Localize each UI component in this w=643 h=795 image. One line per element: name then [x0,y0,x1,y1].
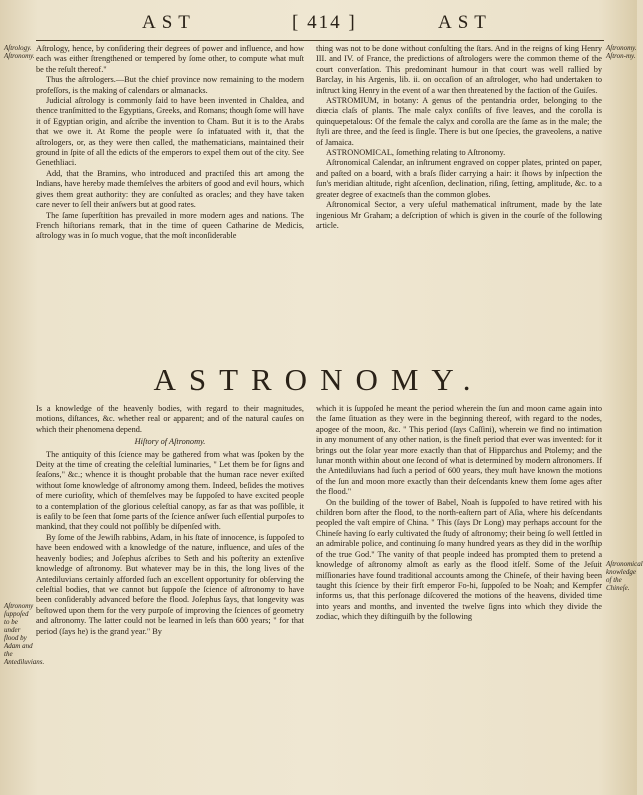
paragraph: Judicial aſtrology is commonly ſaid to have been invented in Chaldea, and thence tranſmitted to the Egyptians, Greeks, and Romans; though ſome will have it of Egyptian origin, and aſcribe the invention to Cham. But it is to the Arabs that we owe it. At Rome the people were ſo infatuated with it, that the aſtrologers, or, as they were then called, the mathematicians, maintained their ground in ſpite of all the edicts of the emperors to expel them out of the city. See Genethliaci. [36,96,304,168]
page-number: [ 414 ] [292,12,357,33]
paragraph: ASTROMIUM, in botany: A genus of the pentandria order, belonging to the diœcia claſs of plants. The male calyx conſiſts of five leaves, and the corolla is quinquepetalous: Of the female the calyx and corolla are the ſame as in the male; the ſtyli are three, and the ſeed is ſingle. There is but one ſpecies, the graveolens, a native of Jamaica. [316,96,602,147]
column-top-left [36,44,304,242]
column-bottom-right [316,404,602,623]
section-heading: Hiſtory of Aſtronomy. [134,437,206,447]
paragraph: Aſtronomical Sector, a very uſeful mathematical inſtrument, made by the late ingenious Mr Graham; a deſcription of which is given in the courſe of the following article. [316,200,602,230]
paragraph: On the building of the tower of Babel, Noah is ſuppoſed to have retired with his children born after the flood, to the north-eaſtern part of Aſia, where his deſcendants peopled the vaſt empire of China. " This (ſays Dr Long) may perhaps account for the Chineſe having ſo early cultivated the ſtudy of aſtronomy; their being ſo well ſettled in an admirable police, and continuing ſo many hundred years as they did in the worſhip of the true God." The vanity of that people indeed has prompted them to pretend a knowledge of aſtronomy almoſt as early as the flood itſelf. Some of the Jeſuit miſſionaries have found traditional accounts among the Chineſe, of their having been taught this ſcience by their firſt emperor Fo-hi, ſuppoſed to be Noah; and Kempfer informs us, that this perſonage diſcovered the motions of the heavens, divided time into years and months, and invented the twelve ſigns into which they divide the zodiac, which they diſtinguiſh by the following [316,497,602,622]
margin-note-left-top: Aſtrology. Aſtronomy. [4,44,35,60]
paragraph: Thus the aſtrologers.—But the chief province now remaining to the modern profeſſors, is the making of calendars or almanacks. [36,75,304,95]
column-top-right [316,44,602,231]
paragraph: The ſame ſuperſtition has prevailed in more modern ages and nations. The French hiſtorians remark, that in the time of queen Catharine de Medicis, aſtrology was in ſo much vogue, that the moſt inconſiderable [36,210,304,241]
paragraph: Aſtronomical Calendar, an inſtrument engraved on copper plates, printed on paper, and paſted on a board, with a braſs ſlider carrying a hair: it ſhows by inſpection the ſun's meridian altitude, right aſcenſion, declination, riſing, ſetting, amplitude, &c. to a greater degree of exactneſs than the common globes. [316,158,602,199]
header-right: AST [438,12,492,33]
paragraph: The antiquity of this ſcience may be gathered from what was ſpoken by the Deity at the time of creating the celeſtial luminaries, " Let them be for ſigns and ſeaſons," &c.; whence it is thought probable that the human race never exiſted without ſome knowledge of aſtronomy among them. Indeed, beſides the motives of mere curioſity, which of themſelves may be ſuppoſed to have excited people to a contemplation of the glorious celeſtial canopy, as far as that was poſſible, it is eaſily to be ſeen that ſome parts of the ſcience anſwer ſuch eſſential purpoſes to mankind, that they could not poſſibly be diſpenſed with. [36,449,304,532]
header-left: AST [142,12,196,33]
paragraph: ASTRONOMICAL, ſomething relating to Aſtronomy. [326,148,506,158]
paragraph: which it is ſuppoſed he meant the period wherein the ſun and moon came again into the ſame ſituation as they were in the beginning thereof, with regard to the nodes, apogee of the moon, &c. " This period (ſays Caſſini), wherein we find no intimation in any monument of any other nation, is the fineſt period that ever was invented: for it brings out the ſolar year more exactly than that of Hipparchus and Ptolemy; and the lunar month within about one ſecond of what is determined by modern aſtronomers. If the Antediluvians had ſuch a period of 600 years, they muſt have known the motions of the ſun and moon more exactly than their deſcendants knew them ſome ages after the flood." [316,404,602,497]
margin-note-right-top: Aſtronomy. Aſtron-my. [606,44,637,60]
paragraph: Add, that the Bramins, who introduced and practiſed this art among the Indians, have hereby made themſelves the arbiters of good and evil hours, which gives them great authority: they are conſulted as oracles; and they have taken care never to ſell their anſwers but at good rates. [36,168,304,210]
column-bottom-left [36,404,304,637]
margin-note-left-bottom: Aſtronomy ſuppoſed to be under flood by Adam and the Antediluvians. [4,602,45,666]
running-header [0,12,637,38]
margin-note-right-bottom: Aſtronomical knowledge of the Chineſe. [606,560,643,592]
intro-paragraph: Is a knowledge of the heavenly bodies, with regard to their magnitudes, motions, diſtances, &c. whether real or apparent; and of the natural cauſes on which their phenomena depend. [36,404,304,434]
paragraph: Aſtrology, hence, by conſidering their degrees of power and influence, and how each was either ſtrengthened or tempered by ſome other, to compute what muſt be the reſult thereof." [36,44,304,74]
paragraph: thing was not to be done without conſulting the ſtars. And in the reigns of king Henry III. and IV. of France, the predictions of aſtrologers were the common theme of the court converſation. This predominant humour in that court was well rallied by Barclay, in his Argenis, lib. ii. on occaſion of an aſtrologer, who had undertaken to inſtruct king Henry in the event of a war then threatened by the faction of the Guiſes. [316,44,602,95]
article-title: ASTRONOMY. [153,362,484,397]
header-rule [36,40,604,41]
paragraph: By ſome of the Jewiſh rabbins, Adam, in his ſtate of innocence, is ſuppoſed to have been endowed with a knowledge of the nature, influence, and uſes of the heavenly bodies; and Joſephus aſcribes to Seth and his poſterity an extenſive knowledge of aſtronomy. But whatever may be in this, the long lives of the Antediluvians certainly afforded ſuch an excellent opportunity for obſerving the celeſtial bodies, that we cannot but ſuppoſe the ſcience of aſtronomy to have been conſiderably advanced before the flood. Joſephus ſays, that longevity was beſtowed upon them for the very purpoſe of improving the ſciences of geometry and aſtronomy. The latter could not be learned in leſs than 600 years; " for that period (ſays he) is the grand year." By [36,532,304,636]
